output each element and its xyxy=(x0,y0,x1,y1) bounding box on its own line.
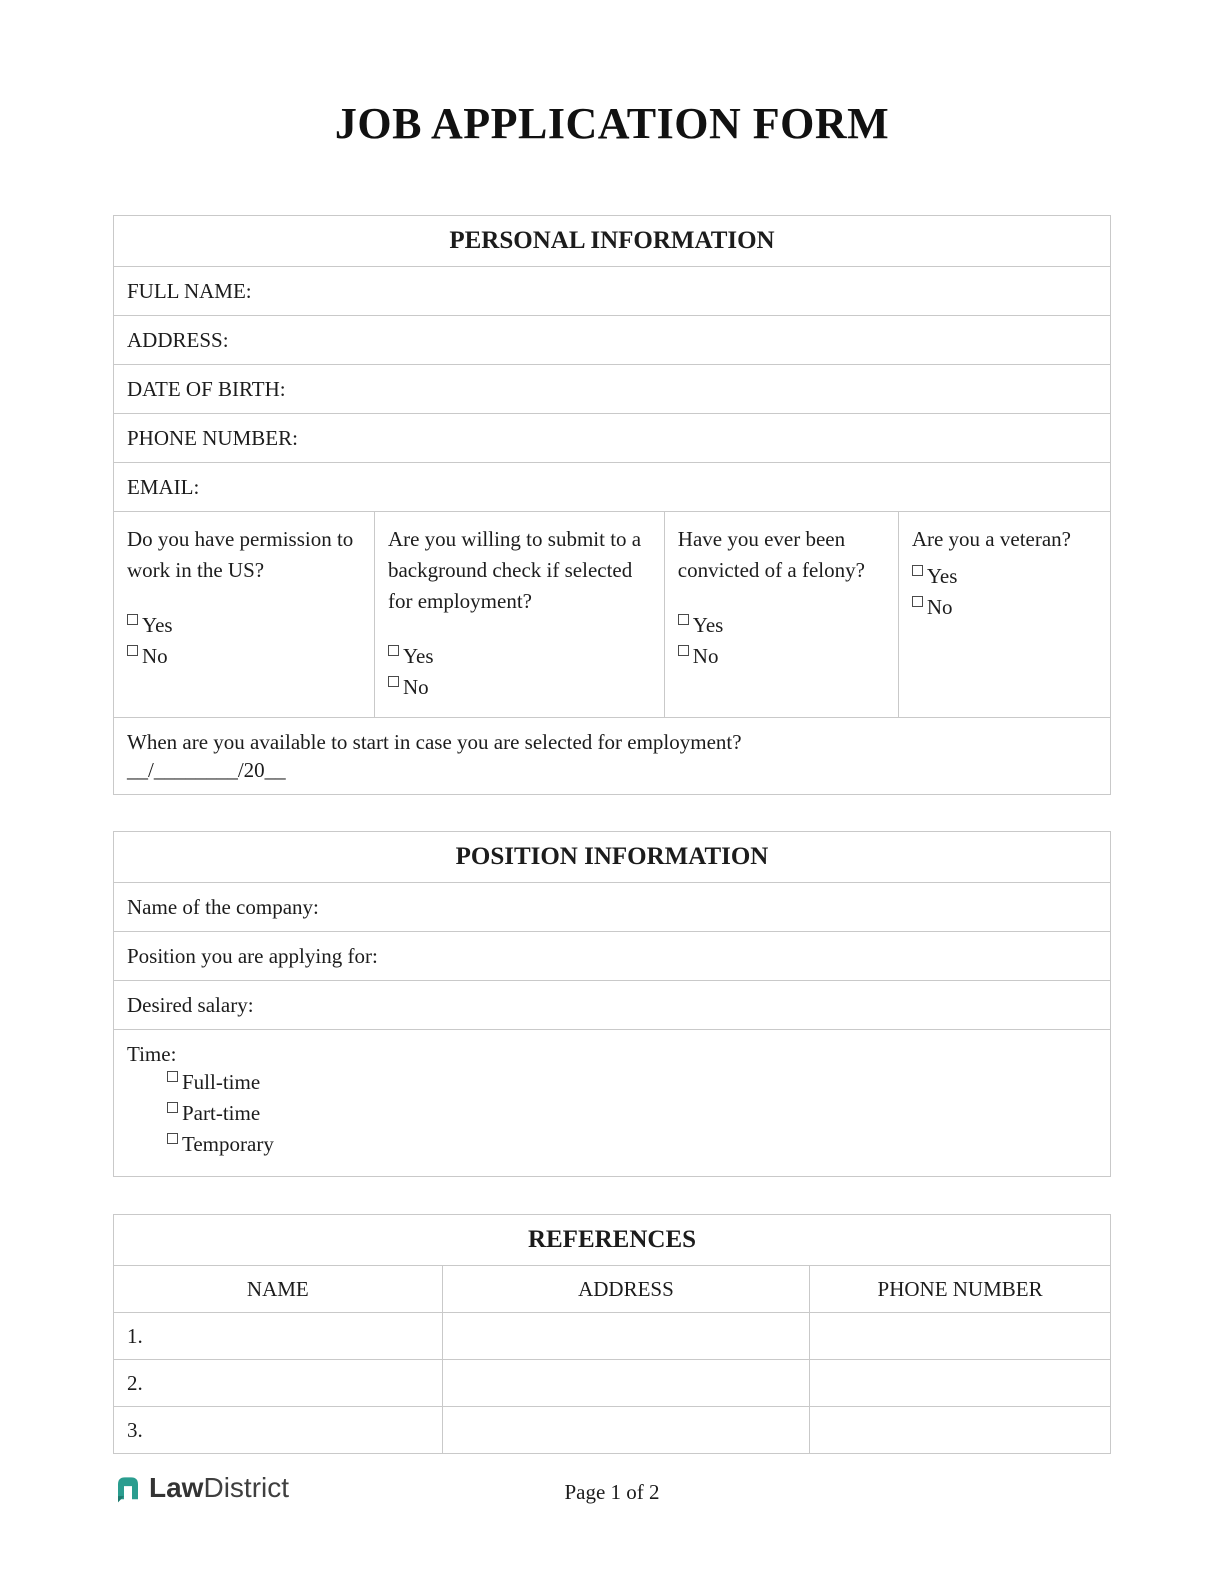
references-column-address: ADDRESS xyxy=(442,1265,810,1312)
option-yes xyxy=(388,641,651,672)
option-label: Full-time xyxy=(182,1070,261,1094)
field-label-desired-salary: Desired salary: xyxy=(127,993,254,1017)
field-row-position-applying xyxy=(114,931,1110,980)
reference-address-cell xyxy=(442,1359,810,1406)
field-row-email xyxy=(114,462,1110,511)
reference-row-number: 1. xyxy=(114,1312,442,1359)
checkbox-icon[interactable] xyxy=(678,614,689,625)
option-label: No xyxy=(926,595,953,619)
field-label-phone-number: PHONE NUMBER: xyxy=(127,426,298,450)
field-label-date-of-birth: DATE OF BIRTH: xyxy=(127,377,286,401)
option-label: No xyxy=(692,644,719,668)
personal-information-section xyxy=(113,215,1111,795)
checkbox-icon[interactable] xyxy=(167,1071,178,1082)
field-label-address: ADDRESS: xyxy=(127,328,229,352)
references-section xyxy=(113,1214,1111,1454)
checkbox-icon[interactable] xyxy=(167,1102,178,1113)
lawdistrict-logo-icon xyxy=(113,1473,149,1503)
field-row-address xyxy=(114,315,1110,364)
personal-information-header: PERSONAL INFORMATION xyxy=(449,227,775,254)
option-no xyxy=(388,672,651,703)
option-label: Temporary xyxy=(182,1132,274,1156)
option-temporary xyxy=(167,1129,1097,1160)
question-text: Have you ever been convicted of a felony? xyxy=(677,527,865,582)
references-header: REFERENCES xyxy=(527,1226,697,1253)
document-content xyxy=(113,215,1111,1454)
page-footer xyxy=(0,1466,1224,1526)
time-options xyxy=(167,1067,1097,1160)
logo-text-district: District xyxy=(203,1472,290,1503)
question-options xyxy=(678,610,885,672)
page-title: JOB APPLICATION FORM xyxy=(334,99,890,148)
position-information-header: POSITION INFORMATION xyxy=(455,843,769,870)
checkbox-icon[interactable] xyxy=(127,645,138,656)
question-options xyxy=(912,561,1097,623)
field-row-desired-salary xyxy=(114,980,1110,1029)
option-label: Part-time xyxy=(182,1101,261,1125)
question-text: Are you willing to submit to a background check if selected for employment? xyxy=(387,527,642,613)
field-row-full-name xyxy=(114,266,1110,315)
time-label: Time: xyxy=(127,1042,177,1066)
yes-no-questions-row xyxy=(114,511,1110,717)
checkbox-icon[interactable] xyxy=(912,596,923,607)
field-row-date-of-birth xyxy=(114,364,1110,413)
availability-date-blank: __/________/20__ xyxy=(127,758,286,782)
reference-phone-cell xyxy=(809,1359,1110,1406)
question-veteran xyxy=(898,512,1110,717)
logo-text-law: Law xyxy=(149,1472,204,1503)
option-label: Yes xyxy=(142,613,173,637)
option-no xyxy=(127,641,361,672)
question-options xyxy=(127,610,361,672)
option-label: No xyxy=(142,644,168,668)
field-row-phone-number xyxy=(114,413,1110,462)
reference-phone-cell xyxy=(809,1312,1110,1359)
question-permission-to-work xyxy=(114,512,374,717)
availability-question: When are you available to start in case you are selected for employment? xyxy=(127,730,742,754)
checkbox-icon[interactable] xyxy=(912,565,923,576)
question-text: Do you have permission to work in the US? xyxy=(127,527,354,582)
lawdistrict-logo xyxy=(113,1472,289,1504)
field-label-full-name: FULL NAME: xyxy=(127,279,252,303)
option-yes xyxy=(912,561,1097,592)
time-row xyxy=(114,1029,1110,1176)
question-felony-conviction xyxy=(664,512,898,717)
checkbox-icon[interactable] xyxy=(678,645,689,656)
field-label-email: EMAIL: xyxy=(127,475,200,499)
option-label: Yes xyxy=(402,644,434,668)
reference-row-number: 3. xyxy=(114,1406,442,1453)
references-column-phone: PHONE NUMBER xyxy=(809,1265,1110,1312)
reference-address-cell xyxy=(442,1406,810,1453)
reference-row-number: 2. xyxy=(114,1359,442,1406)
reference-phone-cell xyxy=(809,1406,1110,1453)
option-no xyxy=(678,641,885,672)
checkbox-icon[interactable] xyxy=(167,1133,178,1144)
option-no xyxy=(912,592,1097,623)
availability-row xyxy=(114,717,1110,794)
references-column-name: NAME xyxy=(114,1265,442,1312)
checkbox-icon[interactable] xyxy=(127,614,138,625)
option-label: Yes xyxy=(926,564,958,588)
question-options xyxy=(388,641,651,703)
page-number: Page 1 of 2 xyxy=(564,1480,660,1504)
option-label: No xyxy=(402,675,429,699)
field-label-position-applying: Position you are applying for: xyxy=(127,944,378,968)
question-background-check xyxy=(374,512,664,717)
option-part-time xyxy=(167,1098,1097,1129)
question-text: Are you a veteran? xyxy=(911,527,1071,551)
option-label: Yes xyxy=(692,613,724,637)
field-label-company-name: Name of the company: xyxy=(127,895,319,919)
references-table xyxy=(114,1265,1110,1453)
option-yes xyxy=(678,610,885,641)
checkbox-icon[interactable] xyxy=(388,645,399,656)
position-information-section xyxy=(113,831,1111,1177)
checkbox-icon[interactable] xyxy=(388,676,399,687)
field-row-company-name xyxy=(114,882,1110,931)
reference-address-cell xyxy=(442,1312,810,1359)
option-full-time xyxy=(167,1067,1097,1098)
option-yes xyxy=(127,610,361,641)
